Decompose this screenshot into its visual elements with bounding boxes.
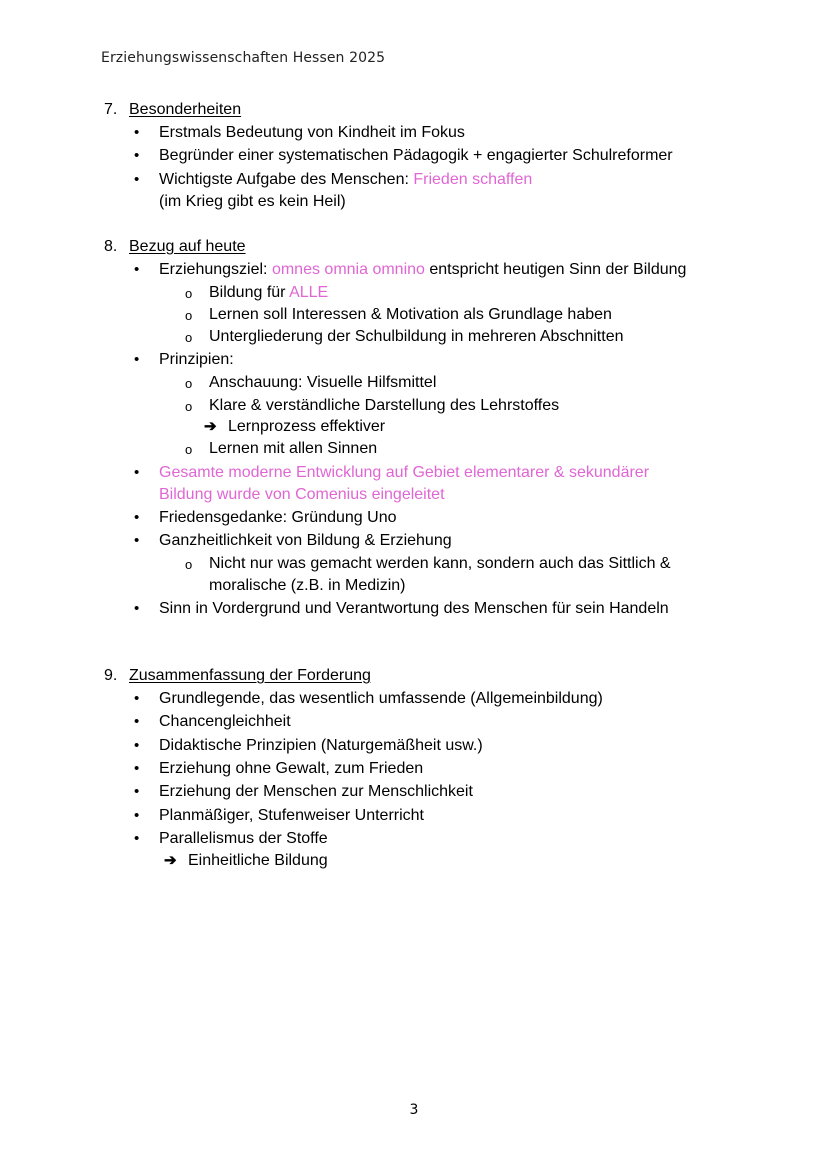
list-item: Chancengleichheit bbox=[159, 713, 291, 730]
sub-list-item: Untergliederung der Schulbildung in mehreren Abschnitten bbox=[209, 328, 624, 345]
subbullet-icon: o bbox=[185, 286, 193, 301]
section-title: Bezug auf heute bbox=[129, 238, 246, 255]
highlight-text: omnes omnia omnino bbox=[271, 261, 425, 278]
list-item-continuation: (im Krieg gibt es kein Heil) bbox=[159, 193, 346, 210]
arrow-right-icon: ➔ bbox=[204, 418, 217, 435]
bullet-icon: • bbox=[134, 351, 140, 368]
list-item: Didaktische Prinzipien (Naturgemäßheit usw.) bbox=[159, 737, 483, 754]
subbullet-icon: o bbox=[185, 376, 193, 391]
list-item: Begründer einer systematischen Pädagogik + engagierter Schulreformer bbox=[159, 147, 673, 164]
document-header: Erziehungswissenschaften Hessen 2025 bbox=[101, 50, 386, 66]
subbullet-icon: o bbox=[185, 399, 193, 414]
list-item: Sinn in Vordergrund und Verantwortung des Menschen für sein Handeln bbox=[159, 600, 669, 617]
list-item: Erstmals Bedeutung von Kindheit im Fokus bbox=[159, 124, 465, 141]
bullet-icon: • bbox=[134, 807, 140, 824]
section-number: 7. bbox=[104, 101, 118, 118]
bullet-icon: • bbox=[134, 147, 140, 164]
bullet-icon: • bbox=[134, 830, 140, 847]
list-item bbox=[159, 170, 532, 190]
bullet-icon: • bbox=[134, 261, 140, 278]
list-item: Planmäßiger, Stufenweiser Unterricht bbox=[159, 807, 424, 824]
section-title: Besonderheiten bbox=[129, 101, 242, 118]
page-number: 3 bbox=[409, 1102, 419, 1118]
sub-list-item: Lernen mit allen Sinnen bbox=[209, 440, 378, 457]
sub-list-item bbox=[209, 283, 328, 303]
arrow-right-icon: ➔ bbox=[164, 852, 177, 869]
sub-list-item: Lernen soll Interessen & Motivation als Grundlage haben bbox=[209, 306, 612, 323]
sub-list-item: Nicht nur was gemacht werden kann, sondern auch das Sittlich & bbox=[209, 555, 671, 572]
list-item-text: Bildung für bbox=[209, 284, 290, 301]
arrow-item: Lernprozess effektiver bbox=[228, 418, 386, 435]
subbullet-icon: o bbox=[185, 557, 193, 572]
section-title: Zusammenfassung der Forderung bbox=[129, 667, 371, 684]
list-item-text: Wichtigste Aufgabe des Menschen: bbox=[159, 171, 414, 188]
list-item: Grundlegende, das wesentlich umfassende (Allgemeinbildung) bbox=[159, 690, 603, 707]
list-item: Ganzheitlichkeit von Bildung & Erziehung bbox=[159, 532, 452, 549]
subbullet-icon: o bbox=[185, 330, 193, 345]
list-item-text: Erziehungsziel: bbox=[159, 261, 272, 278]
section-number: 9. bbox=[104, 667, 118, 684]
bullet-icon: • bbox=[134, 690, 140, 707]
list-item: Erziehung der Menschen zur Menschlichkeit bbox=[159, 783, 473, 800]
sub-list-item-continuation: moralische (z.B. in Medizin) bbox=[209, 577, 406, 594]
subbullet-icon: o bbox=[185, 442, 193, 457]
bullet-icon: • bbox=[134, 713, 140, 730]
section-number: 8. bbox=[104, 238, 118, 255]
subbullet-icon: o bbox=[185, 308, 193, 323]
list-item-text: entspricht heutigen Sinn der Bildung bbox=[424, 261, 687, 278]
list-item-highlight: Gesamte moderne Entwicklung auf Gebiet elementarer & sekundärer bbox=[159, 464, 650, 481]
list-item: Prinzipien: bbox=[159, 351, 234, 368]
arrow-item: Einheitliche Bildung bbox=[188, 852, 328, 869]
list-item-continuation: Bildung wurde von Comenius eingeleitet bbox=[159, 486, 445, 503]
bullet-icon: • bbox=[134, 737, 140, 754]
list-item: Erziehung ohne Gewalt, zum Frieden bbox=[159, 760, 424, 777]
highlight-text: ALLE bbox=[289, 284, 329, 301]
bullet-icon: • bbox=[134, 600, 140, 617]
list-item: Parallelismus der Stoffe bbox=[159, 830, 328, 847]
list-item: Friedensgedanke: Gründung Uno bbox=[159, 509, 397, 526]
sub-list-item: Klare & verständliche Darstellung des Lehrstoffes bbox=[209, 397, 560, 414]
bullet-icon: • bbox=[134, 124, 140, 141]
list-item bbox=[159, 260, 686, 280]
bullet-icon: • bbox=[134, 760, 140, 777]
highlight-text: Frieden schaffen bbox=[413, 171, 533, 188]
bullet-icon: • bbox=[134, 171, 140, 188]
bullet-icon: • bbox=[134, 783, 140, 800]
sub-list-item: Anschauung: Visuelle Hilfsmittel bbox=[209, 374, 437, 391]
bullet-icon: • bbox=[134, 509, 140, 526]
bullet-icon: • bbox=[134, 464, 140, 481]
bullet-icon: • bbox=[134, 532, 140, 549]
